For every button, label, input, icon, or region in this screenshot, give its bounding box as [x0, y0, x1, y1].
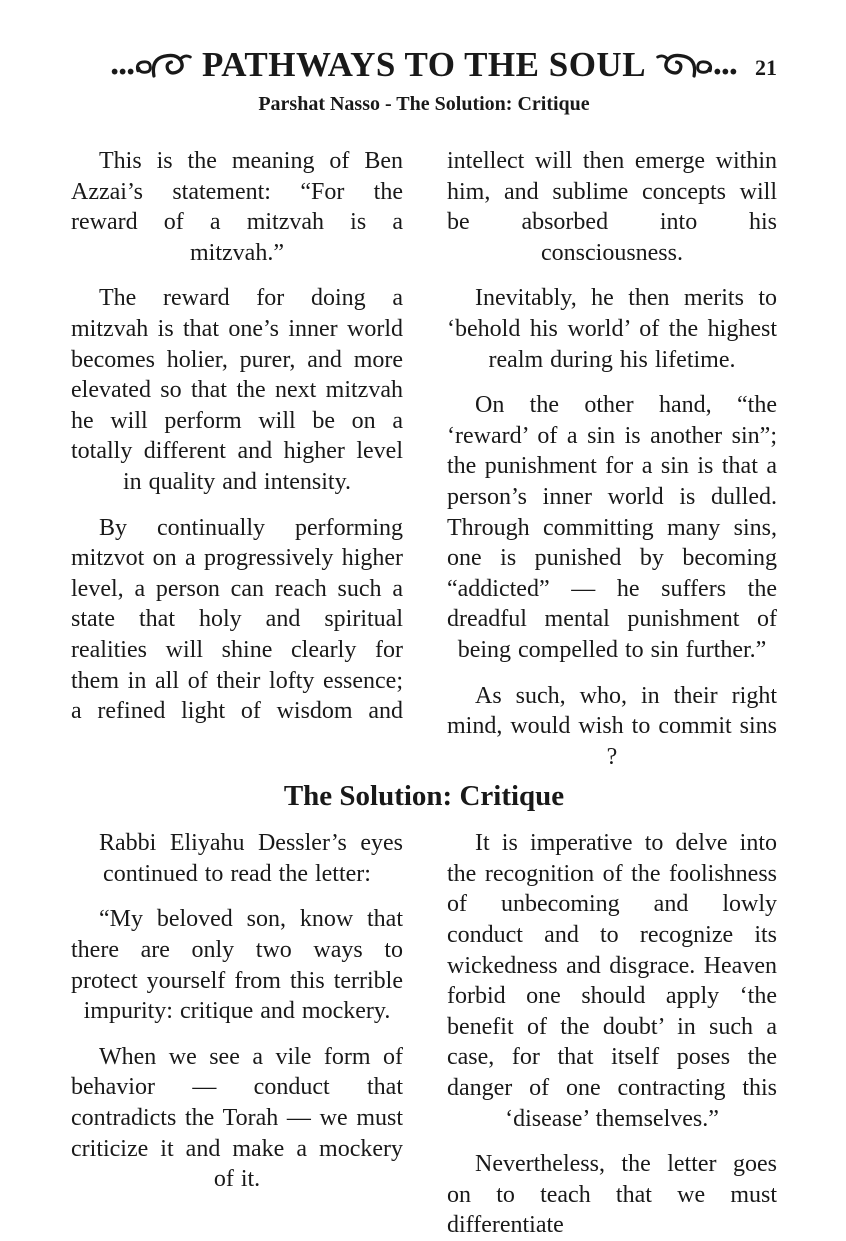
paragraph: intellect will then emerge within him, and sublime concepts will be absorbed into his consciousness.	[447, 148, 777, 266]
paragraph: On the other hand, “the ‘reward’ of a sin is another sin”; the punishment for a sin is that a person’s inner world is dulled. Through committing many sins, one is punished by becoming “addicted” — he suffers the dreadful mental punishment of being compelled to sin further.”	[447, 392, 777, 663]
paragraph: Nevertheless, the letter goes on to teach that we must differentiate	[447, 1151, 777, 1239]
flourish-left-icon	[109, 49, 193, 81]
paragraph: The reward for doing a mitzvah is that one’s inner world becomes holier, purer, and more elevated so that the next mitzvah he will perform will be on a totally different and higher level in quality and intensity.	[71, 285, 403, 495]
page-header	[71, 46, 777, 116]
paragraph: As such, who, in their right mind, would wish to commit sins ?	[447, 682, 777, 770]
paragraph: It is imperative to delve into the recognition of the foolishness of unbecoming and lowly conduct and to recognize its wickedness and disgrace. Heaven forbid one should apply ‘the benefit of the doubt’ in such a case, for that itself poses the danger of one contracting this ‘disease’ themselves.”	[447, 830, 777, 1132]
page-number: 21	[755, 55, 777, 80]
page-subtitle: Parshat Nasso - The Solution: Critique	[258, 93, 590, 115]
top-section	[71, 146, 777, 772]
book-title: PATHWAYS TO THE SOUL	[201, 45, 647, 84]
paragraph: Rabbi Eliyahu Dessler’s eyes continued to read the letter:	[99, 830, 403, 887]
paragraph: By continually performing mitzvot on a progressively higher level, a person can reach such a state that holy and spiritual realities will shine clearly for them in all of their lofty essence; a refined light of wisdom and	[71, 514, 403, 725]
bottom-section	[71, 828, 777, 1241]
book-title-row	[71, 46, 777, 84]
flourish-right-icon	[655, 49, 739, 81]
paragraph: “My beloved son, know that there are only two ways to protect yourself from this terrible impurity: critique and mockery.	[71, 906, 403, 1025]
paragraph: Inevitably, he then merits to ‘behold his world’ of the highest realm during his lifetime.	[447, 285, 777, 373]
bottom-left-column	[71, 828, 403, 1241]
top-right-column	[447, 146, 777, 772]
section-heading: The Solution: Critique	[283, 780, 565, 813]
top-left-column	[71, 146, 403, 772]
paragraph: When we see a vile form of behavior — conduct that contradicts the Torah — we must criticize it and make a mockery of it.	[71, 1043, 403, 1193]
paragraph: This is the meaning of Ben Azzai’s statement: “For the reward of a mitzvah is a mitzvah.”	[71, 148, 403, 266]
bottom-right-column	[447, 828, 777, 1241]
